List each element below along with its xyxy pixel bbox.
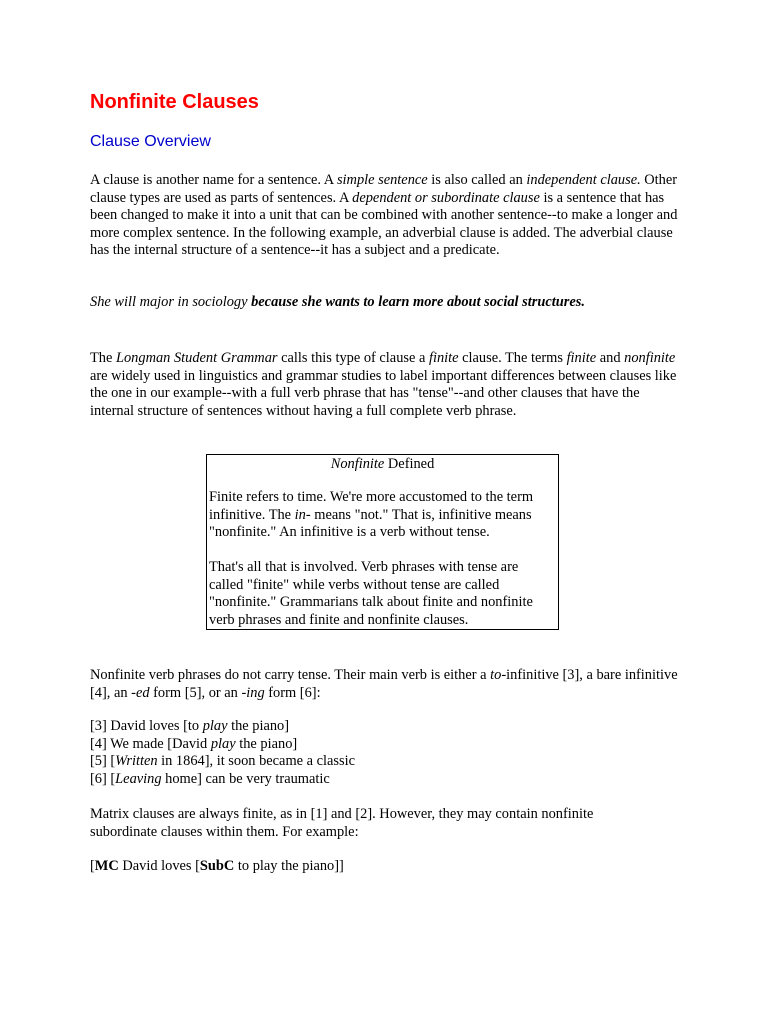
bracketed-example: [MC David loves [SubC to play the piano]] <box>90 858 344 874</box>
longman-paragraph: The Longman Student Grammar calls this type of clause a finite clause. The terms finite and nonfinite are widely used in linguistics and grammar studies to label important differences between clauses like the one in our example--with a full verb phrase that has "tense"--and other clauses that have the internal structure of sentences without having a full complete verb phrase. <box>90 350 677 419</box>
example-item: [5] [Written in 1864], it soon became a classic <box>90 753 355 769</box>
definition-box-title: Nonfinite Defined <box>330 456 435 472</box>
definition-box <box>206 454 559 630</box>
section-heading: Clause Overview <box>90 133 211 150</box>
example-item: [6] [Leaving home] can be very traumatic <box>90 770 330 787</box>
nonfinite-paragraph: Nonfinite verb phrases do not carry tense. Their main verb is either a to-infinitive [3], a bare infinitive [4], an -ed form [5], or an -ing form [6]: <box>90 667 678 701</box>
example-sentence: She will major in sociology because she wants to learn more about social structures. <box>90 294 585 310</box>
example-item: [3] David loves [to play the piano] <box>90 718 290 734</box>
definition-paragraph-1: Finite refers to time. We're more accustomed to the term infinitive. The in- means "not." That is, infinitive means "nonfinite." An infinitive is a verb without tense. <box>209 489 534 540</box>
example-item: [4] We made [David play the piano] <box>90 735 298 752</box>
matrix-clause-paragraph: Matrix clauses are always finite, as in [1] and [2]. However, they may contain nonfinite subordinate clauses within them. For example: <box>90 806 594 840</box>
example-list <box>90 718 690 788</box>
definition-paragraph-2: That's all that is involved. Verb phrases with tense are called "finite" while verbs without tense are called "nonfinite." Grammarians talk about finite and nonfinite verb phrases and finite and nonfinite clauses. <box>209 559 533 628</box>
page-title: Nonfinite Clauses <box>90 91 259 113</box>
intro-paragraph: A clause is another name for a sentence. A simple sentence is also called an independent clause. Other clause types are used as parts of sentences. A dependent or subordinate clause is a sentence that has been changed to make it into a unit that can be combined with another sentence--to make a longer and more complex sentence. In the following example, an adverbial clause is added. The adverbial clause has the internal structure of a sentence--it has a subject and a predicate. <box>90 172 678 258</box>
